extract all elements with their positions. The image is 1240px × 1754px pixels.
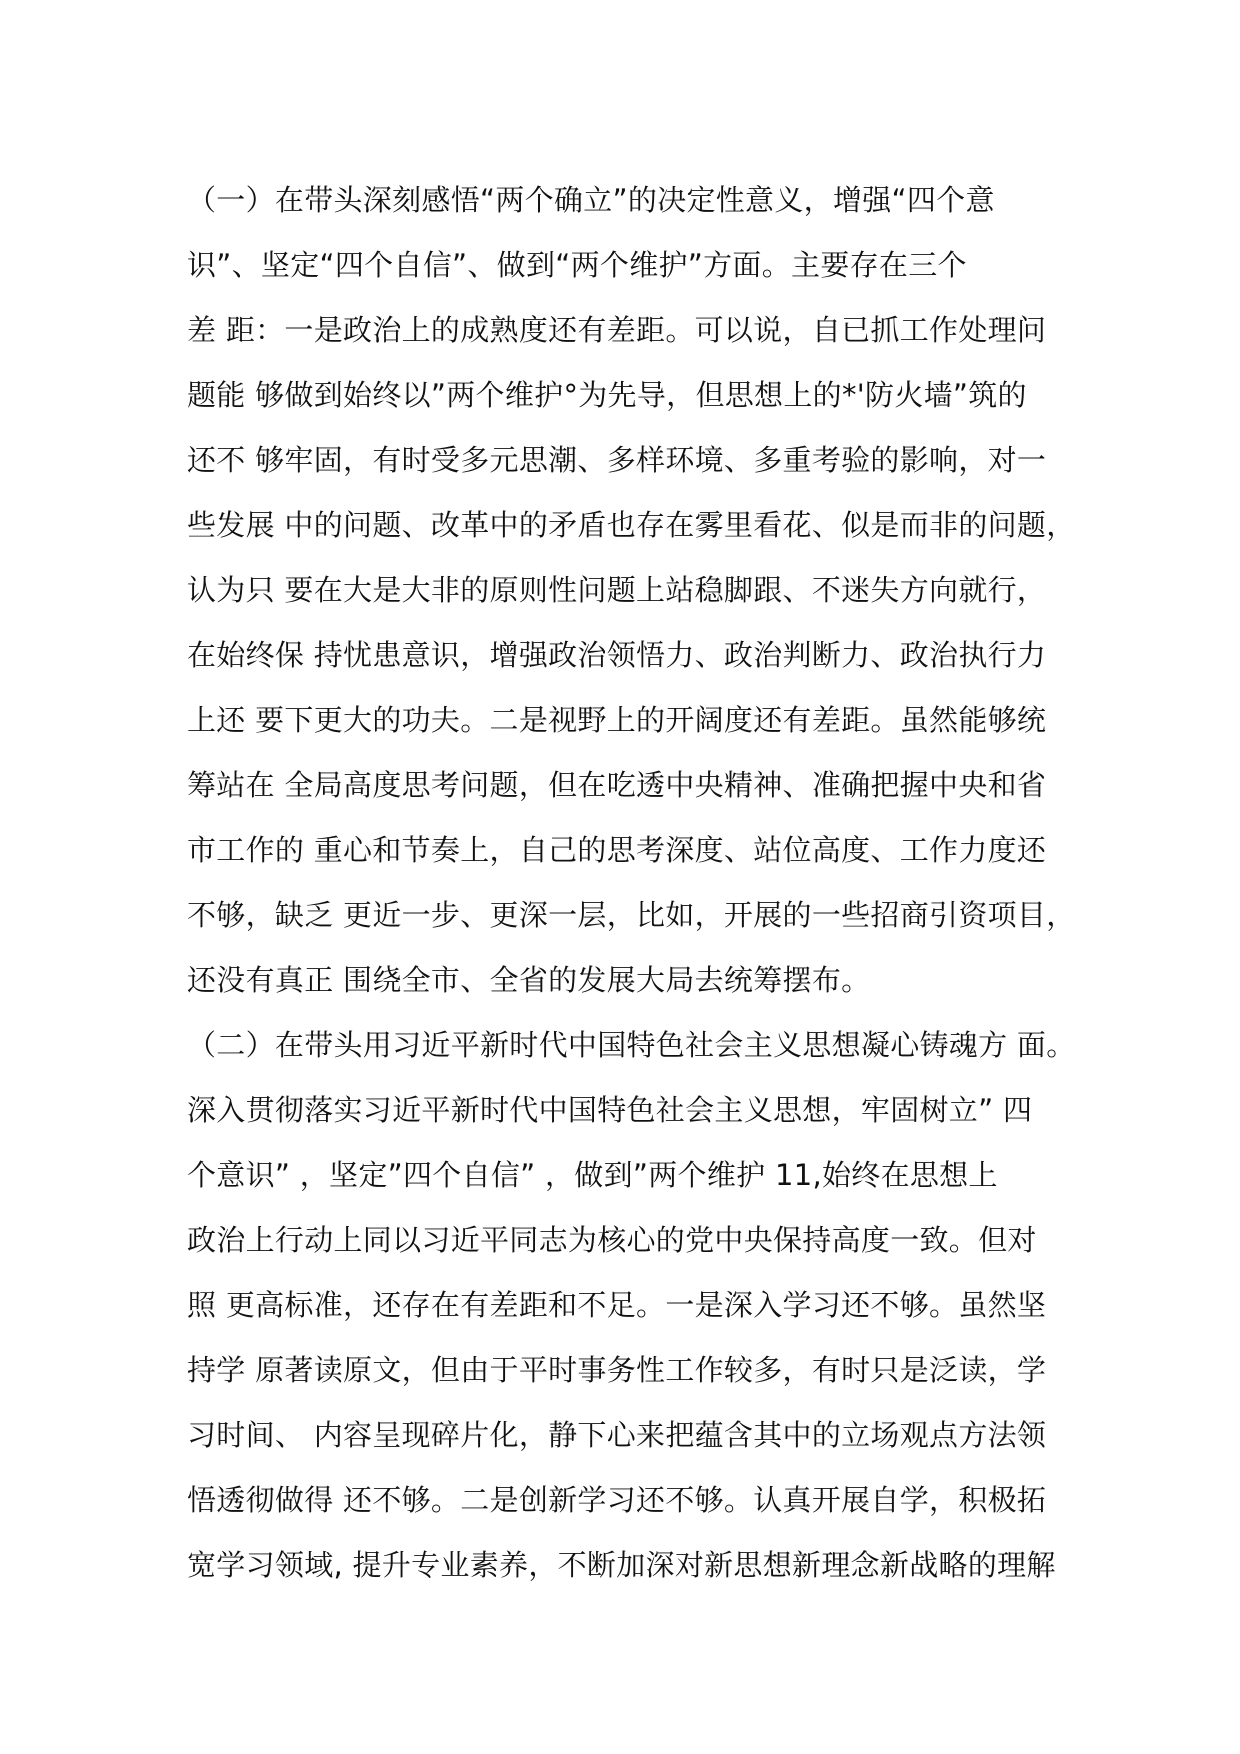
text-line: 不够，缺乏 更近一步、更深一层，比如，开展的一些招商引资项目， (187, 898, 1076, 932)
text-line: 悟透彻做得 还不够。二是创新学习还不够。认真开展自学，积极拓 (187, 1483, 1047, 1517)
text-line: 个意识” ，坚定”四个自信” ，做到”两个维护 11,始终在思想上 (187, 1158, 998, 1192)
text-line: 还没有真正 围绕全市、全省的发展大局去统筹摆布。 (187, 963, 871, 997)
text-line: 识”、坚定“四个自信”、做到“两个维护”方面。主要存在三个 (187, 248, 967, 282)
text-line: （二）在带头用习近平新时代中国特色社会主义思想凝心铸魂方 面。 (187, 1028, 1076, 1062)
body-text (187, 168, 1087, 1598)
text-line: 市工作的 重心和节奏上，自己的思考深度、站位高度、工作力度还 (187, 833, 1047, 867)
text-line: 筹站在 全局高度思考问题，但在吃透中央精神、准确把握中央和省 (187, 768, 1047, 802)
text-line: （一）在带头深刻感悟“两个确立”的决定性意义，增强“四个意 (187, 183, 995, 217)
text-line: 政治上行动上同以习近平同志为核心的党中央保持高度一致。但对 (187, 1223, 1037, 1257)
text-line: 些发展 中的问题、改革中的矛盾也存在雾里看花、似是而非的问题， (187, 508, 1076, 542)
text-line: 还不 够牢固，有时受多元思潮、多样环境、多重考验的影响，对一 (187, 443, 1047, 477)
text-line: 认为只 要在大是大非的原则性问题上站稳脚跟、不迷失方向就行， (187, 573, 1047, 607)
text-line: 题能 够做到始终以”两个维护°为先导，但思想上的*'防火墙”筑的 (187, 378, 1027, 412)
text-line: 上还 要下更大的功夫。二是视野上的开阔度还有差距。虽然能够统 (187, 703, 1047, 737)
text-line: 差 距：一是政治上的成熟度还有差距。可以说，自已抓工作处理问 (187, 313, 1047, 347)
text-line: 习时间、 内容呈现碎片化，静下心来把蕴含其中的立场观点方法领 (187, 1418, 1047, 1452)
text-line: 持学 原著读原文，但由于平时事务性工作较多，有时只是泛读，学 (187, 1353, 1047, 1387)
text-line: 照 更高标准，还存在有差距和不足。一是深入学习还不够。虽然坚 (187, 1288, 1047, 1322)
text-line: 宽学习领域, 提升专业素养，不断加深对新思想新理念新战略的理解 (187, 1548, 1056, 1582)
text-line: 在始终保 持忧患意识，增强政治领悟力、政治判断力、政治执行力 (187, 638, 1047, 672)
text-line: 深入贯彻落实习近平新时代中国特色社会主义思想，牢固树立” 四 (187, 1093, 1033, 1127)
